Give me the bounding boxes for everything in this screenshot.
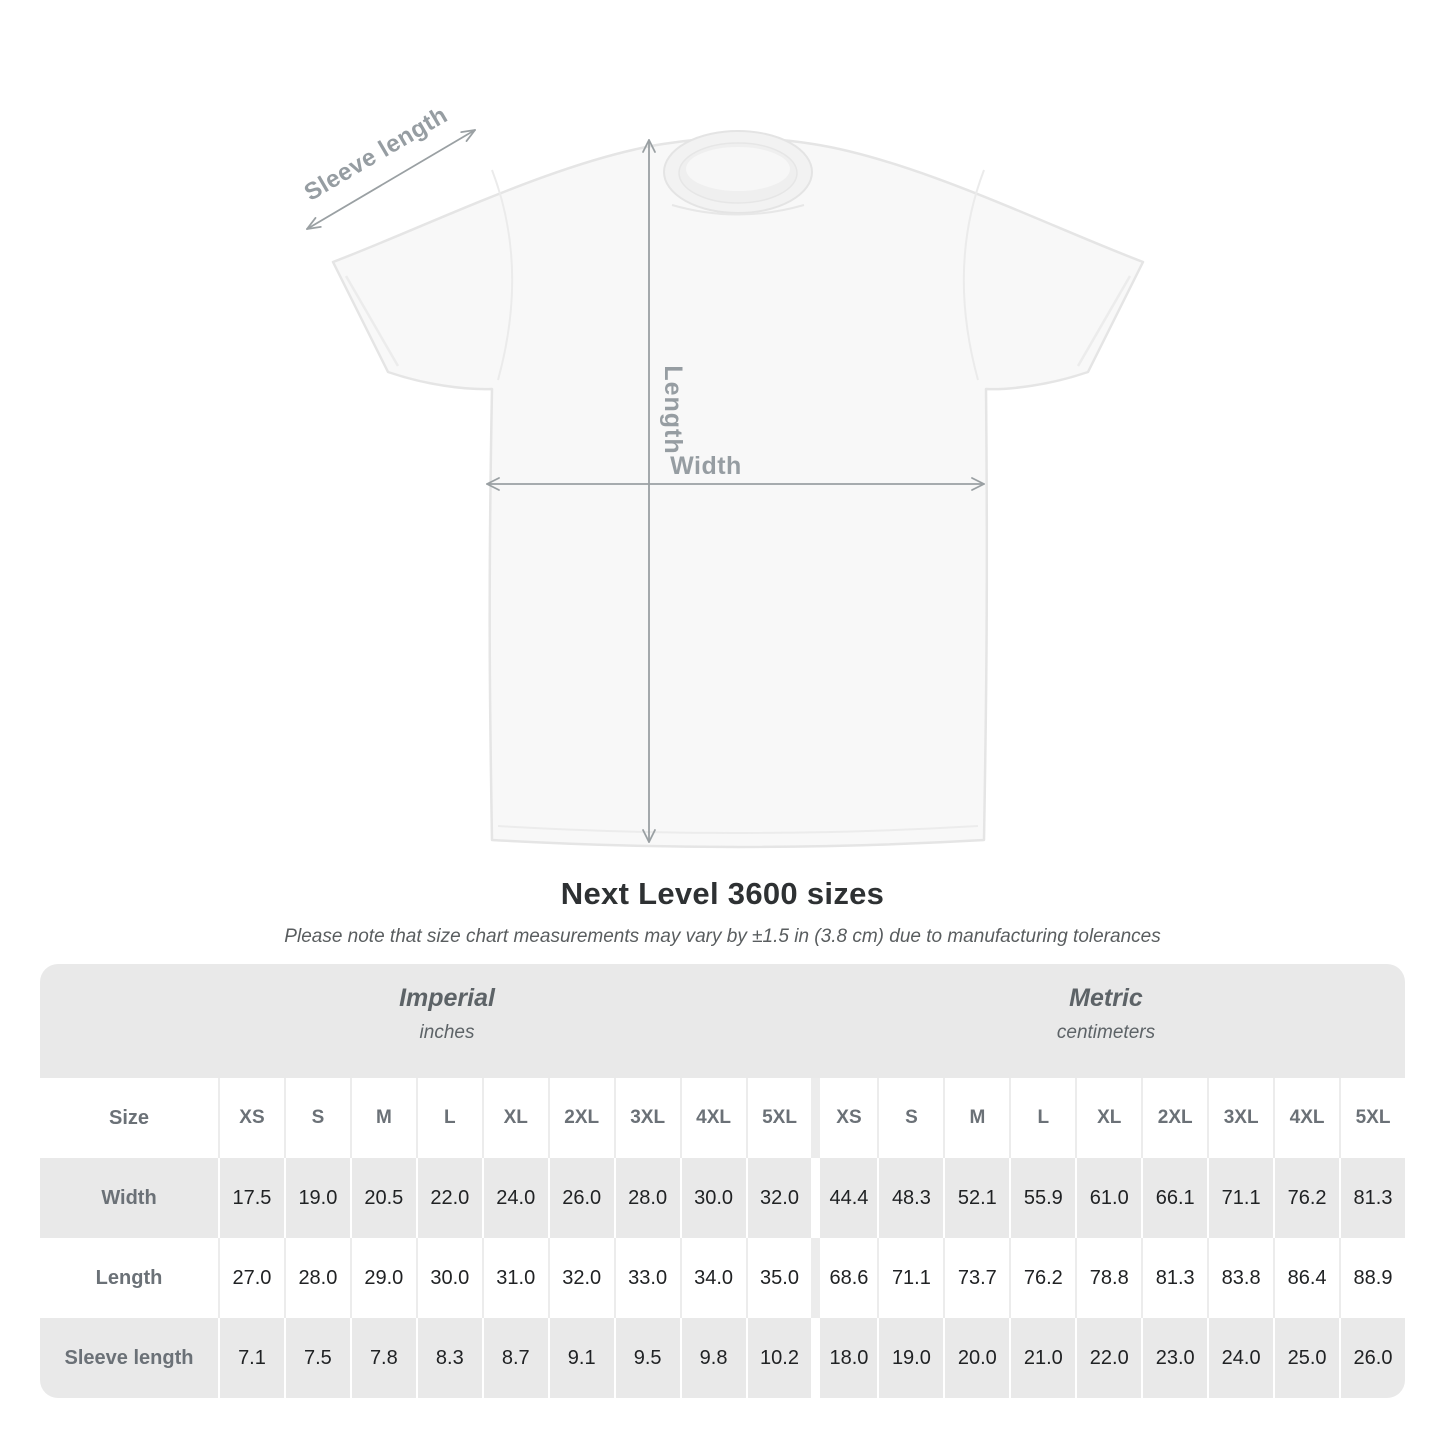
measurement-value: 20.5: [350, 1158, 416, 1238]
measurement-value: 24.0: [1207, 1318, 1273, 1398]
unit-header-band: [40, 964, 1405, 1078]
width-label: Width: [670, 452, 742, 480]
tolerance-note: Please note that size chart measurements may vary by ±1.5 in (3.8 cm) due to manufacturing tolerances: [284, 926, 1161, 947]
imperial-header: [399, 984, 495, 1044]
metric-title: Metric: [1069, 984, 1143, 1012]
measurement-value: 22.0: [1075, 1318, 1141, 1398]
measurement-value: 35.0: [746, 1238, 812, 1318]
measurement-value: 22.0: [416, 1158, 482, 1238]
measurement-value: 27.0: [218, 1238, 284, 1318]
width-row-label: Width: [101, 1186, 157, 1209]
measurement-value: 28.0: [614, 1158, 680, 1238]
tshirt-outline: [333, 138, 1143, 847]
measurement-value: 52.1: [943, 1158, 1009, 1238]
size-column-header: 3XL: [614, 1078, 680, 1158]
measurement-value: 86.4: [1273, 1238, 1339, 1318]
size-column-header: 2XL: [1141, 1078, 1207, 1158]
measurement-value: 68.6: [811, 1238, 877, 1318]
measurement-value: 29.0: [350, 1238, 416, 1318]
measurement-value: 25.0: [1273, 1318, 1339, 1398]
length-row: [40, 1238, 1405, 1318]
measurement-value: 34.0: [680, 1238, 746, 1318]
measurement-value: 21.0: [1009, 1318, 1075, 1398]
sleeve-length-row: [40, 1318, 1405, 1398]
size-column-header: M: [943, 1078, 1009, 1158]
size-column-header: S: [877, 1078, 943, 1158]
measurement-value: 71.1: [877, 1238, 943, 1318]
size-column-header: XS: [218, 1078, 284, 1158]
measurement-value: 8.3: [416, 1318, 482, 1398]
size-column-header: L: [416, 1078, 482, 1158]
size-column-header: S: [284, 1078, 350, 1158]
measurement-value: 76.2: [1009, 1238, 1075, 1318]
size-column-header: 5XL: [1339, 1078, 1405, 1158]
size-column-header: XL: [482, 1078, 548, 1158]
measurement-value: 17.5: [218, 1158, 284, 1238]
measurement-value: 23.0: [1141, 1318, 1207, 1398]
measurement-value: 7.5: [284, 1318, 350, 1398]
measurement-value: 10.2: [746, 1318, 812, 1398]
measurement-value: 9.5: [614, 1318, 680, 1398]
sleeve-length-row-label: Sleeve length: [64, 1346, 194, 1369]
size-column-header: 3XL: [1207, 1078, 1273, 1158]
size-header-row: [40, 1078, 1405, 1158]
metric-unit: centimeters: [1056, 1022, 1156, 1043]
length-label: Length: [659, 365, 687, 455]
measurement-value: 30.0: [680, 1158, 746, 1238]
size-column-header: M: [350, 1078, 416, 1158]
collar: [664, 131, 812, 215]
imperial-title: Imperial: [399, 984, 495, 1012]
measurement-value: 32.0: [548, 1238, 614, 1318]
size-column-header: 2XL: [548, 1078, 614, 1158]
sleeve-length-label: Sleeve length: [299, 101, 453, 207]
size-column-header: L: [1009, 1078, 1075, 1158]
measurement-value: 28.0: [284, 1238, 350, 1318]
measurement-value: 26.0: [548, 1158, 614, 1238]
measurement-value: 88.9: [1339, 1238, 1405, 1318]
measurement-value: 76.2: [1273, 1158, 1339, 1238]
metric-header: [1057, 984, 1155, 1044]
measurement-value: 19.0: [877, 1318, 943, 1398]
measurement-value: 8.7: [482, 1318, 548, 1398]
measurement-value: 48.3: [877, 1158, 943, 1238]
imperial-unit: inches: [419, 1022, 475, 1043]
measurement-value: 66.1: [1141, 1158, 1207, 1238]
page-title: Next Level 3600 sizes: [560, 876, 885, 911]
measurement-value: 9.8: [680, 1318, 746, 1398]
measurement-value: 7.8: [350, 1318, 416, 1398]
size-header-label: Size: [108, 1106, 150, 1129]
measurement-value: 26.0: [1339, 1318, 1405, 1398]
measurement-value: 24.0: [482, 1158, 548, 1238]
measurement-value: 7.1: [218, 1318, 284, 1398]
measurement-value: 20.0: [943, 1318, 1009, 1398]
length-row-label: Length: [95, 1266, 163, 1289]
measurement-value: 83.8: [1207, 1238, 1273, 1318]
size-column-header: 4XL: [1273, 1078, 1339, 1158]
measurement-value: 44.4: [811, 1158, 877, 1238]
measurement-value: 32.0: [746, 1158, 812, 1238]
measurement-value: 73.7: [943, 1238, 1009, 1318]
width-row: [40, 1158, 1405, 1238]
measurement-value: 9.1: [548, 1318, 614, 1398]
size-column-header: XS: [811, 1078, 877, 1158]
measurement-value: 55.9: [1009, 1158, 1075, 1238]
title-block: [0, 876, 1445, 948]
measurement-value: 81.3: [1141, 1238, 1207, 1318]
measurement-value: 81.3: [1339, 1158, 1405, 1238]
measurement-value: 61.0: [1075, 1158, 1141, 1238]
measurement-value: 31.0: [482, 1238, 548, 1318]
measurement-value: 33.0: [614, 1238, 680, 1318]
size-column-header: 4XL: [680, 1078, 746, 1158]
measurement-value: 19.0: [284, 1158, 350, 1238]
size-column-header: 5XL: [746, 1078, 812, 1158]
measurement-value: 18.0: [811, 1318, 877, 1398]
size-table: [40, 964, 1405, 1398]
measurement-value: 30.0: [416, 1238, 482, 1318]
measurement-value: 71.1: [1207, 1158, 1273, 1238]
size-column-header: XL: [1075, 1078, 1141, 1158]
measurement-value: 78.8: [1075, 1238, 1141, 1318]
